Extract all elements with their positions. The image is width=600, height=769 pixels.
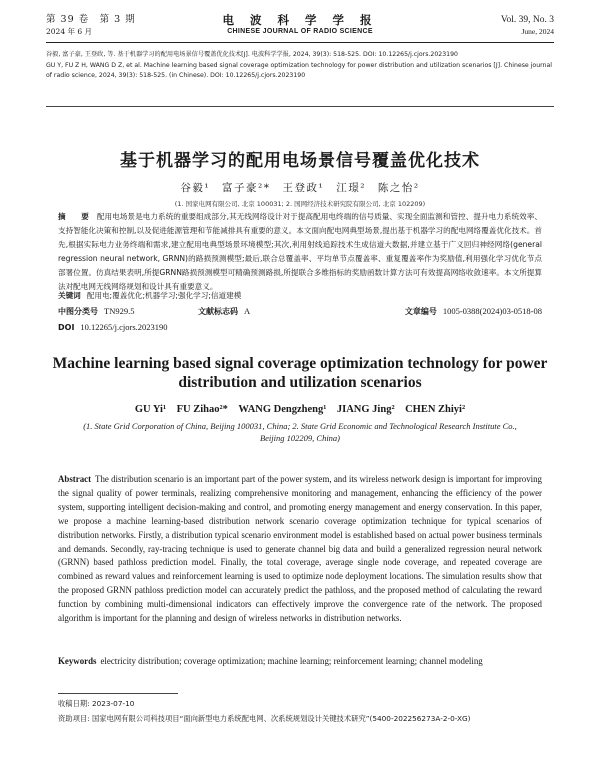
title-en: Machine learning based signal coverage optimization technology for power distribution and utilization scenarios [52,355,548,391]
authors-cn: 谷毅¹ 富子豪²* 王登政¹ 江璟² 陈之怡² [180,182,420,194]
volume-cn: 第 39 卷 第 3 期 [46,14,136,25]
document-code-value: A [244,306,251,316]
abstract-cn [58,210,542,294]
classification-label: 中图分类号 [58,307,98,316]
citation-divider [46,106,554,107]
date-cn: 2024 年 6 月 [46,27,93,36]
abstract-en-label: Abstract [58,474,92,484]
article-number [405,306,542,317]
affiliation-en: (1. State Grid Corporation of China, Beijing 100031, China; 2. State Grid Economic and Technological Research Institute Co., Beijing 102209, China) [83,421,517,443]
journal-header [46,14,554,43]
classification-value: TN929.5 [104,306,135,316]
funding [58,712,542,725]
article-number-value: 1005-0388(2024)03-0518-08 [442,306,542,316]
abstract-cn-text: 配用电场景是电力系统的重要组成部分,其无线网络设计对于提高配用电终端的信号质量、实现全面监测和管控、提升电力系统效率、支持智能化决策和控制,以及促进能源管理和节能减排具有重要的意义。本文面向配电网典型场景,提出基于机器学习的配电网络覆盖优化技术。首先,根据实际电力业务终端和需求,建立配用电典型场景环境模型;其次,利用射线追踪技术生成信道大数据,并建立基于广义回归神经网络(general regression neural network, GRNN)的路损预测模型;最后,联合总覆盖率、平均单节点覆盖率、重复覆盖率作为奖励值,利用强化学习优化节点部署位置。仿真结果表明,所提GRNN路损预测模型可精确预测路损,所提联合多维指标的奖励函数计算方法可有效提高网络收敛速率。本文所提算法对配电网无线网络规划和设计具有重要意义。 [58,212,542,291]
abstract-en [58,473,542,626]
journal-name [46,14,554,37]
funding-value: 国家电网有限公司科技项目“面向新型电力系统配电网、次系统规划设计关键技术研究”(5400-202256273A-2-0-XG) [91,714,471,723]
footnote-divider [58,693,178,694]
received-value: 2023-07-10 [91,699,135,708]
keywords-en-text: electricity distribution; coverage optimization; machine learning; reinforcement learning; channel modeling [100,656,483,666]
keywords-en-label: Keywords [58,656,97,666]
article-number-label: 文章编号 [404,307,437,316]
funding-label: 资助项目: [58,714,90,723]
received-label: 收稿日期: [58,699,90,708]
volume-issue-en [501,14,554,38]
keywords-en [58,655,542,669]
citation-block [46,50,554,82]
journal-name-en: CHINESE JOURNAL OF RADIO SCIENCE [227,28,373,35]
abstract-en-text: The distribution scenario is an important part of the power system, and its wireless network design is important for improving the signal quality of power terminals, realizing comprehensive monitoring and management, enhancing the efficiency of the power system, supporting intelligent decision-making and control, and promoting energy management and energy conservation. In this paper, we propose a machine learning-based distribution network scenario coverage optimization technique for typical scenarios of distribution networks. Firstly, a distribution typical scenario environment model is established based on actual power business terminals and demands. Secondly, ray-tracing technique is used to generate channel big data and build a generalized regression neural network (GRNN) based pathloss prediction model. Finally, the total coverage, average single node coverage, and repeated coverage are combined as reward values and reinforcement learning is used to optimize node deployment locations. The simulation results show that the proposed GRNN pathloss prediction model can accurately predict the pathloss, and the proposed method of calculating the reward function by combining multi-dimensional indicators can effectively improve the convergence rate of the network. The proposed algorithm is important for the planning and design of wireless networks in distribution networks. [58,474,542,624]
classification-number [58,306,134,317]
keywords-cn-label: 关键词 [58,291,81,300]
document-code-label: 文献标志码 [198,307,238,316]
keywords-cn [58,290,542,301]
authors-en: GU Yi¹ FU Zihao²* WANG Dengzheng¹ JIANG Jing² CHEN Zhiyi² [134,404,466,415]
affiliation-cn: (1. 国家电网有限公司, 北京 100031; 2. 国网经济技术研究院有限公司, 北京 102209) [174,200,426,208]
date-en: June, 2024 [521,27,554,36]
doi-row [58,322,542,332]
document-code [198,306,250,317]
citation-cn: 谷毅, 富子豪, 王登政, 等. 基于机器学习的配用电场景信号覆盖优化技术[J]. 电波科学学报, 2024, 39(3): 518-525. DOI: 10.12265/j.cjors.2023190 [46,51,458,58]
journal-name-cn: 电 波 科 学 学 报 [222,13,378,27]
doi-label: DOI [58,323,75,332]
keywords-cn-text: 配用电;覆盖优化;机器学习;强化学习;信道建模 [86,291,242,300]
title-cn: 基于机器学习的配用电场景信号覆盖优化技术 [120,151,480,171]
received-date [58,697,542,710]
abstract-cn-label: 摘 要 [58,212,93,221]
volume-en: Vol. 39, No. 3 [500,15,554,25]
doi-value: 10.12265/j.cjors.2023190 [80,322,168,332]
citation-en: GU Y, FU Z H, WANG D Z, et al. Machine learning based signal coverage optimization technology for power distribution and utilization scenarios [J]. Chinese journal of radio science, 2024, 39(3): 518-525. (in Chinese). DOI: 10.12265/j.cjors.2023190 [46,61,552,79]
